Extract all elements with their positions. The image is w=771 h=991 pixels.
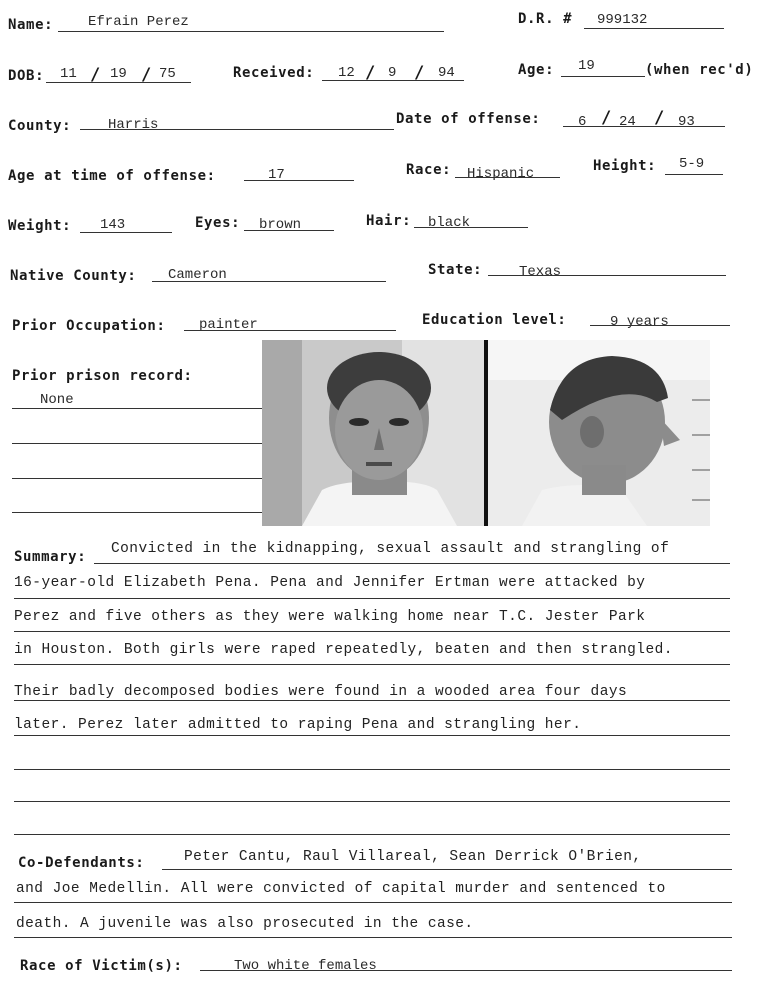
summary-underline [14,700,730,701]
codefendants-line: death. A juvenile was also prosecuted in the case. [16,916,474,932]
state-value: Texas [519,264,562,280]
dob-year: 75 [159,66,176,82]
eyes-underline [244,230,334,231]
dob-underline [46,82,191,83]
received-day: 9 [388,65,397,81]
codefendants-label: Co-Defendants: [18,855,145,871]
dob-day: 19 [110,66,127,82]
prior-record-line [12,443,262,444]
prior-record-line [12,408,262,409]
age-suffix: (when rec'd) [645,62,754,78]
eyes-label: Eyes: [195,215,241,231]
county-value: Harris [108,117,159,133]
dob-label: DOB: [8,68,45,84]
codefendants-line: and Joe Medellin. All were convicted of capital murder and sentenced to [16,881,666,897]
county-underline [80,129,394,130]
offense-date-underline [563,126,725,127]
height-value: 5-9 [679,156,705,172]
race-underline [455,177,560,178]
state-underline [488,275,726,276]
name-underline [58,31,444,32]
native-county-value: Cameron [168,267,227,283]
summary-underline [14,631,730,632]
height-underline [665,174,723,175]
victim-race-label: Race of Victim(s): [20,958,183,974]
hair-underline [414,227,528,228]
received-underline [322,80,464,81]
weight-underline [80,232,172,233]
summary-underline [94,563,730,564]
native-county-label: Native County: [10,268,137,284]
offense-month: 6 [578,114,587,130]
race-label: Race: [406,162,452,178]
summary-underline [14,834,730,835]
summary-underline [14,664,730,665]
codefendants-underline [162,869,732,870]
summary-underline [14,735,730,736]
race-value: Hispanic [467,166,535,182]
codefendants-line: Peter Cantu, Raul Villareal, Sean Derrick O'Brien, [184,849,642,865]
prior-record-line [12,512,262,513]
dr-label: D.R. # [518,11,573,27]
age-offense-value: 17 [268,167,285,183]
summary-line: in Houston. Both girls were raped repeatedly, beaten and then strangled. [14,642,673,658]
education-label: Education level: [422,312,567,328]
received-month: 12 [338,65,355,81]
summary-underline [14,801,730,802]
name-value: Efrain Perez [88,14,189,30]
weight-label: Weight: [8,218,72,234]
date-slash: / [141,65,152,85]
dr-value: 999132 [597,12,648,28]
name-label: Name: [8,17,54,33]
summary-line: later. Perez later admitted to raping Pena and strangling her. [14,717,582,733]
summary-underline [14,769,730,770]
date-slash: / [414,63,425,83]
education-underline [590,325,730,326]
prior-record-value: None [40,392,74,408]
age-offense-underline [244,180,354,181]
state-label: State: [428,262,483,278]
date-slash: / [601,108,612,128]
dob-month: 11 [60,66,77,82]
occupation-underline [184,330,396,331]
summary-underline [14,598,730,599]
age-label: Age: [518,62,555,78]
date-slash: / [654,108,665,128]
occupation-label: Prior Occupation: [12,318,166,334]
height-label: Height: [593,158,657,174]
eyes-value: brown [259,217,302,233]
native-county-underline [152,281,386,282]
summary-line: Their badly decomposed bodies were found in a wooded area four days [14,684,628,700]
received-year: 94 [438,65,455,81]
victim-race-value: Two white females [234,958,377,974]
offense-date-label: Date of offense: [396,111,541,127]
occupation-value: painter [199,317,258,333]
summary-label: Summary: [14,549,87,565]
victim-race-underline [200,970,732,971]
received-label: Received: [233,65,315,81]
codefendants-underline [14,902,732,903]
age-underline [561,76,645,77]
offense-year: 93 [678,114,695,130]
summary-line: Perez and five others as they were walking home near T.C. Jester Park [14,609,646,625]
dr-underline [584,28,724,29]
codefendants-underline [14,937,732,938]
prior-record-label: Prior prison record: [12,368,193,384]
prior-record-line [12,478,262,479]
summary-line: 16-year-old Elizabeth Pena. Pena and Jennifer Ertman were attacked by [14,575,646,591]
county-label: County: [8,118,72,134]
education-value: 9 years [610,314,669,330]
offense-day: 24 [619,114,636,130]
summary-line: Convicted in the kidnapping, sexual assault and strangling of [111,541,670,557]
age-value: 19 [578,58,595,74]
age-offense-label: Age at time of offense: [8,168,216,184]
weight-value: 143 [100,217,126,233]
mugshot-photo [262,340,710,526]
date-slash: / [365,63,376,83]
hair-value: black [428,215,471,231]
date-slash: / [90,65,101,85]
hair-label: Hair: [366,213,412,229]
